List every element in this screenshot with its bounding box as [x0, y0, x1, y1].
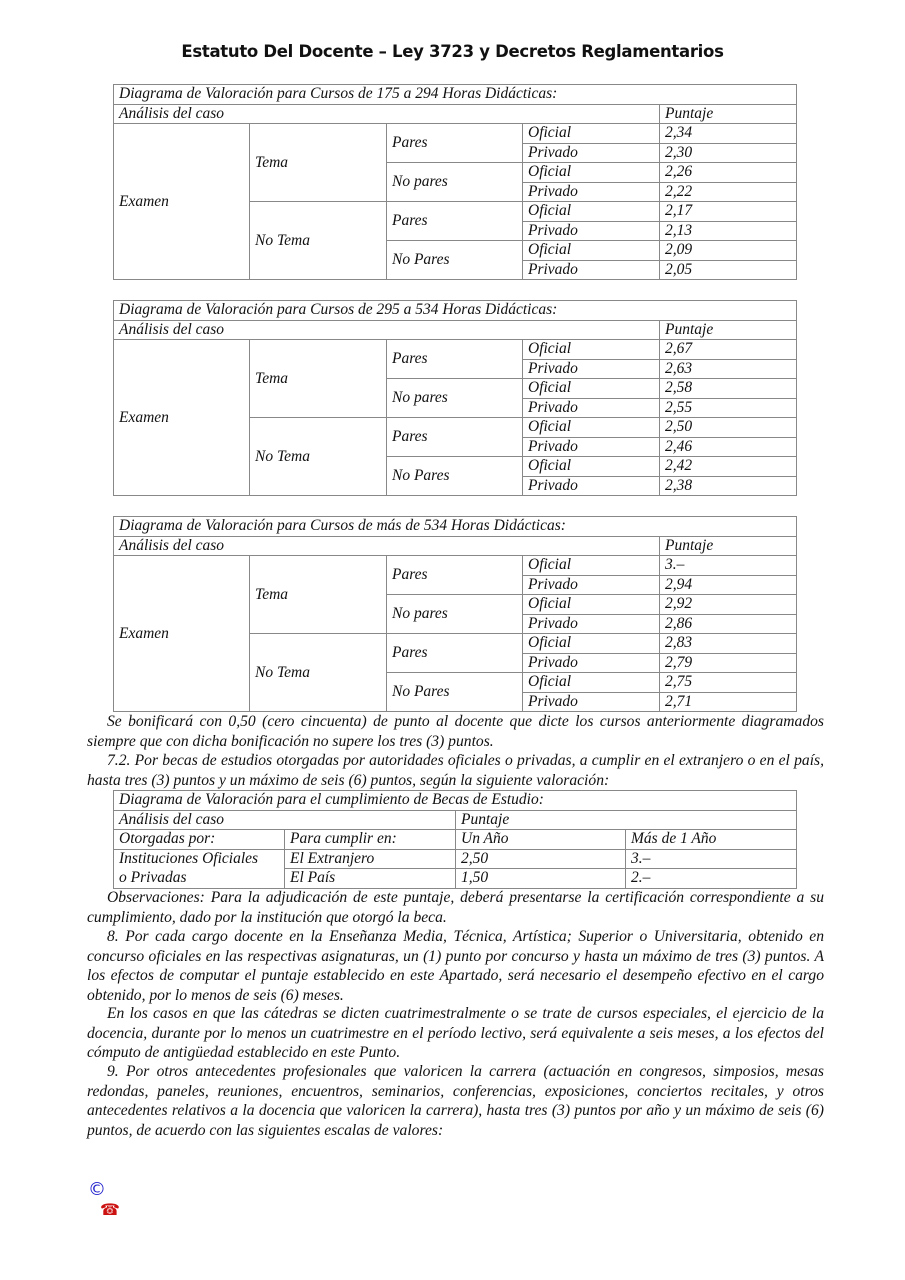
- official-cell: Oficial: [523, 202, 660, 222]
- score-cell: 2,09: [660, 241, 797, 261]
- official-cell: Oficial: [523, 556, 660, 576]
- pairs-cell: Pares: [387, 202, 523, 241]
- official-cell: Oficial: [523, 595, 660, 615]
- table-title: Diagrama de Valoración para Cursos de 295 a 534 Horas Didácticas:: [114, 301, 797, 321]
- pairs-cell: Pares: [387, 340, 523, 379]
- private-cell: Privado: [523, 221, 660, 241]
- score-cell: 2,34: [660, 124, 797, 144]
- table-title: Diagrama de Valoración para Cursos de 175 a 294 Horas Didácticas:: [114, 85, 797, 105]
- official-cell: Oficial: [523, 673, 660, 693]
- score-cell: 2,92: [660, 595, 797, 615]
- score-cell: 2,83: [660, 634, 797, 654]
- no-theme-cell: No Tema: [250, 202, 387, 280]
- copyright-icon: ©: [88, 1179, 106, 1200]
- no-pairs-cell: No pares: [387, 163, 523, 202]
- valuation-table-over-534: [113, 516, 797, 712]
- one-year-header: Un Año: [456, 830, 626, 850]
- pairs-cell: Pares: [387, 634, 523, 673]
- private-cell: Privado: [523, 614, 660, 634]
- page-title: Estatuto Del Docente – Ley 3723 y Decretos Reglamentarios: [181, 42, 724, 61]
- score-cell: 2,67: [660, 340, 797, 360]
- bonus-paragraph: Se bonificará con 0,50 (cero cincuenta) de punto al docente que dicte los cursos anteriormente diagramados siempre que con dicha bonificación no supere los tres (3) puntos.: [87, 713, 824, 750]
- theme-cell: Tema: [250, 340, 387, 418]
- analysis-header: Análisis del caso: [114, 810, 456, 830]
- score-cell: 2,86: [660, 614, 797, 634]
- score-cell: 2,94: [660, 575, 797, 595]
- score-header: Puntaje: [660, 320, 797, 340]
- score-cell: 2,63: [660, 359, 797, 379]
- paragraph-9: 9. Por otros antecedentes profesionales que valoricen la carrera (actuación en congresos, simposios, mesas redondas, paneles, reuniones, encuentros, seminarios, conferencias, exposiciones, conciertos recitales, y otros antecedentes relativos a la docencia que valoricen la carrera), hasta tres (3) puntos por año y un máximo de seis (6) puntos, de acuerdo con las siguientes escalas de valores:: [87, 1063, 824, 1139]
- score-cell: 3.–: [626, 849, 797, 869]
- place-cell: El Extranjero: [285, 849, 456, 869]
- official-cell: Oficial: [523, 379, 660, 399]
- official-cell: Oficial: [523, 163, 660, 183]
- granted-by-header: Otorgadas por:: [114, 830, 285, 850]
- analysis-header: Análisis del caso: [114, 536, 660, 556]
- table-title: Diagrama de Valoración para Cursos de más de 534 Horas Didácticas:: [114, 517, 797, 537]
- more-year-header: Más de 1 Año: [626, 830, 797, 850]
- no-pairs-cell: No Pares: [387, 241, 523, 280]
- no-theme-cell: No Tema: [250, 634, 387, 712]
- valuation-table-295-534: [113, 300, 797, 496]
- score-header: Puntaje: [660, 104, 797, 124]
- score-header: Puntaje: [660, 536, 797, 556]
- private-cell: Privado: [523, 653, 660, 673]
- score-cell: 3.–: [660, 556, 797, 576]
- private-cell: Privado: [523, 476, 660, 496]
- score-cell: 2,58: [660, 379, 797, 399]
- phone-icon: ☎: [100, 1200, 120, 1219]
- observations-paragraph: Observaciones: Para la adjudicación de este puntaje, deberá presentarse la certificación correspondiente a su cumplimiento, dado por la institución que otorgó la beca.: [87, 889, 824, 926]
- no-pairs-cell: No Pares: [387, 457, 523, 496]
- score-cell: 2,26: [660, 163, 797, 183]
- score-cell: 2,55: [660, 398, 797, 418]
- official-cell: Oficial: [523, 241, 660, 261]
- no-pairs-cell: No Pares: [387, 673, 523, 712]
- official-cell: Oficial: [523, 124, 660, 144]
- no-theme-cell: No Tema: [250, 418, 387, 496]
- private-cell: Privado: [523, 398, 660, 418]
- official-cell: Oficial: [523, 340, 660, 360]
- score-cell: 2,05: [660, 260, 797, 280]
- score-cell: 2,79: [660, 653, 797, 673]
- score-cell: 2,50: [660, 418, 797, 438]
- official-cell: Oficial: [523, 418, 660, 438]
- private-cell: Privado: [523, 359, 660, 379]
- private-cell: Privado: [523, 143, 660, 163]
- paragraph-7-2: 7.2. Por becas de estudios otorgadas por autoridades oficiales o privadas, a cumplir en el extranjero o en el país, hasta tres (3) puntos y un máximo de seis (6) puntos, según la siguiente valoración:: [87, 752, 824, 789]
- theme-cell: Tema: [250, 556, 387, 634]
- private-cell: Privado: [523, 575, 660, 595]
- institutions-cell: Instituciones Oficiales: [114, 849, 285, 869]
- private-cell: Privado: [523, 260, 660, 280]
- score-header: Puntaje: [456, 810, 797, 830]
- score-cell: 2,42: [660, 457, 797, 477]
- paragraph-8: 8. Por cada cargo docente en la Enseñanza Media, Técnica, Artística; Superior o Universitaria, obtenido en concurso oficiales en las respectivas asignaturas, un (1) punto por concurso y hasta un máximo de tres (3) puntos. A los efectos de computar el puntaje establecido en este Apartado, será necesario el desempeño efectivo en el cargo obtenido, por lo menos de seis (6) meses.: [87, 928, 824, 1004]
- private-cell: Privado: [523, 437, 660, 457]
- footer: [88, 1180, 120, 1220]
- score-cell: 2.–: [626, 869, 797, 889]
- exam-cell: Examen: [114, 340, 250, 496]
- becas-table: [113, 790, 797, 889]
- score-cell: 2,13: [660, 221, 797, 241]
- place-cell: El País: [285, 869, 456, 889]
- score-cell: 2,17: [660, 202, 797, 222]
- official-cell: Oficial: [523, 457, 660, 477]
- score-cell: 2,22: [660, 182, 797, 202]
- theme-cell: Tema: [250, 124, 387, 202]
- to-fulfill-header: Para cumplir en:: [285, 830, 456, 850]
- private-cell: Privado: [523, 692, 660, 712]
- no-pairs-cell: No pares: [387, 379, 523, 418]
- score-cell: 2,50: [456, 849, 626, 869]
- score-cell: 2,75: [660, 673, 797, 693]
- pairs-cell: Pares: [387, 124, 523, 163]
- institutions-cell-cont: o Privadas: [114, 869, 285, 889]
- valuation-table-175-294: [113, 84, 797, 280]
- score-cell: 2,71: [660, 692, 797, 712]
- analysis-header: Análisis del caso: [114, 104, 660, 124]
- paragraph-8-cont: En los casos en que las cátedras se dicten cuatrimestralmente o se trate de cursos especiales, el ejercicio de la docencia, durante por lo menos un cuatrimestre en el período lectivo, será equivalente a seis meses, a los efectos del cómputo de antigüedad establecido en este Punto.: [87, 1005, 824, 1062]
- exam-cell: Examen: [114, 556, 250, 712]
- score-cell: 2,38: [660, 476, 797, 496]
- score-cell: 2,30: [660, 143, 797, 163]
- pairs-cell: Pares: [387, 556, 523, 595]
- table-title: Diagrama de Valoración para el cumplimiento de Becas de Estudio:: [114, 791, 797, 811]
- exam-cell: Examen: [114, 124, 250, 280]
- score-cell: 1,50: [456, 869, 626, 889]
- no-pairs-cell: No pares: [387, 595, 523, 634]
- official-cell: Oficial: [523, 634, 660, 654]
- private-cell: Privado: [523, 182, 660, 202]
- analysis-header: Análisis del caso: [114, 320, 660, 340]
- pairs-cell: Pares: [387, 418, 523, 457]
- score-cell: 2,46: [660, 437, 797, 457]
